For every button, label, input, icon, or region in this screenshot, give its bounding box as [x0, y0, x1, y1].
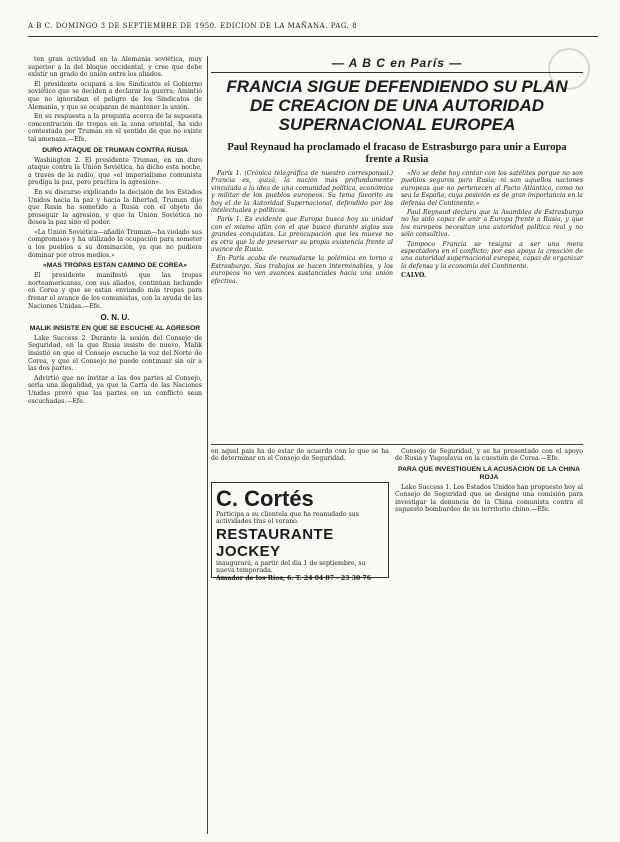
- feature-paragraph: París 1. (Crónica telegráfica de nuestro corresponsal.) Francia es, quizá, la nación más profundamente vinculada a la idea de una comunidad política, económica y militar de los pueblos europeos. Su tema favorito es hoy el de la Autoridad Supernacional, defendido por los intelectuales y políticos.: [211, 170, 393, 215]
- article-paragraph: «La Unión Soviética—añadió Truman—ha violado sus compromisos y ha utilizado la ocupación para someter a los pueblos a su dominación, ya que no pudiera dominar por otros medios.»: [28, 228, 202, 259]
- article-paragraph: En su discurso explicando la decisión de los Estados Unidos hacia la paz y hacia la libertad, Truman dijo que Rusia ha sometido a Rusia con el objeto de proseguir la agresión, y que la Unión Soviética no desea la paz sino el poder.: [28, 188, 202, 227]
- article-paragraph: Washington 2. El presidente Truman, en un duro ataque contra la Unión Soviética, ha dicho esta noche, a través de la radio, que «el imperialismo comunista prediga la paz, pero practica la agresión».: [28, 156, 202, 187]
- intro-paragraph: El presidente ocupará a los Sindicatos el Gobierno soviético que se deciden a declarar la guerra; Amintió que no ignoraban el peligro de los Sindicatos de Alemania, y que se ocuparan de mantener la unión.: [28, 80, 202, 111]
- article-paragraph: Consejo de Seguridad, y se ha presentado con el apoyo de Rusia y Yugoslavia en la cuestión de Corea.—Efe.: [395, 448, 583, 463]
- continuation-text: en aquel país ha de estar de acuerdo con lo que se ha de determinar en el Consejo de Seguridad.: [211, 448, 389, 463]
- article-headline: PARA QUE INVESTIGUEN LA ACUSACION DE LA CHINA ROJA: [397, 465, 580, 481]
- section-divider: [211, 444, 583, 445]
- section-label: O. N. U.: [100, 313, 130, 323]
- feature-article: [211, 56, 583, 438]
- article-paragraph: Advirtió que no invitar a las dos partes al Consejo, sería una ilegalidad, ya que la Carta de las Naciones Unidas prevé que las partes en un conflicto sean escuchadas.—Efe.: [28, 374, 202, 405]
- author-signature: CALVO.: [401, 272, 427, 280]
- ad-address: Amador de los Ríos, 6. T. 24 04 87 - 23 30 76: [216, 574, 372, 582]
- feature-paragraph: «No se debe hoy contar con los satélites porque no son pueblos seguros para Rusia; ni son aquellos naciones europeas que no pertenecen al Pacto Atlántico, como no sea la España, cuya posición es de gran importancia en la defensa del Continente.»: [401, 170, 583, 207]
- feature-column-1: [211, 170, 393, 420]
- feature-paragraph: París 1. Es evidente que Europa busca hoy su unidad con el mismo afán con el que buscó durante siglos sus grandes conquistas. La preocupación que les mueve no es otra que la de preservar su propia existencia frente al avance de Rusia.: [211, 216, 393, 254]
- right-column: [395, 448, 583, 818]
- article-headline: MALIK INSISTE EN QUE SE ESCUCHE AL AGRESOR: [29, 324, 201, 332]
- ad-notice: Participa a su clientela que ha reanudado sus actividades tras el verano.: [216, 511, 359, 526]
- article-headline: «MAS TROPAS ESTAN CAMINO DE COREA»: [42, 262, 187, 270]
- column-divider: [207, 56, 208, 834]
- feature-column-2: [401, 170, 583, 420]
- ad-restaurant: RESTAURANTE JOCKEY: [216, 525, 334, 560]
- article-paragraph: Lake Success 2. Durante la sesión del Consejo de Seguridad, en la que Rusia insiste de nuevo, Malik insistió en que el Consejo escuche la voz del Norte de Corea, y que el Consejo no puede continuar sin oír a las dos partes.: [28, 334, 202, 373]
- ad-notice-2: inaugurará, a partir del día 1 de septiembre, su nueva temporada.: [216, 559, 366, 575]
- feature-paragraph: En París acaba de reanudarse la polémica en torno a Estrasburgo. Sus trabajos se hacen interminables, y los europeos no ven avances sustanciales hacia una unión efectiva.: [211, 255, 393, 285]
- feature-paragraph: Tampoco Francia se resigna a ser una mera espectadora en el conflicto; por eso apoya la creación de una autoridad supernacional europea, capaz de organizar la defensa y la economía del Continente.: [401, 240, 583, 270]
- feature-subhead: Paul Reynaud ha proclamado el fracaso de Estrasburgo para unir a Europa frente a Rusia: [227, 142, 567, 165]
- page-folio: A B C. DOMINGO 3 DE SEPTIEMBRE DE 1950. EDICION DE LA MAÑANA. PAG. 8: [28, 22, 598, 37]
- feature-paragraph: Paul Reynaud declara que la Asamblea de Estrasburgo no ha sido capaz de unir a Europa frente a Rusia, y que los europeos necesitan una autoridad política real y no sólo consultiva.: [401, 209, 583, 239]
- ad-brand: C. Cortés: [216, 486, 314, 511]
- intro-paragraph: ten gran actividad en la Alemania soviética, muy superior a la del bloque occidental, y cree que debe existir un grado de unión entre los aliados.: [28, 56, 202, 79]
- article-paragraph: Lake Success 1. Los Estados Unidos han propuesto hoy al Consejo de Seguridad que se designe una comisión para investigar la denuncia de la China comunista contra el supuesto bombardeo de su territorio chino.—Efe.: [395, 483, 583, 514]
- section-tag: — A B C en París —: [211, 56, 583, 73]
- article-headline: DURO ATAQUE DE TRUMAN CONTRA RUSIA: [42, 146, 188, 154]
- advertisement: [211, 482, 389, 582]
- article-paragraph: El presidente manifestó que las tropas norteamericanas, con sus aliados, continúan luchando en Corea y que se están enviando más tropas para frenar el avance de los comunistas, con la ayuda de las Naciones Unidas.—Efe.: [28, 272, 202, 310]
- left-column: [28, 56, 202, 816]
- feature-headline: FRANCIA SIGUE DEFENDIENDO SU PLAN DE CREACION DE UNA AUTORIDAD SUPERNACIONAL EUROPEA: [226, 77, 568, 134]
- intro-paragraph: En su respuesta a la pregunta acerca de la supuesta concentración de tropas en la zona oriental, ha sido contestada por Truman en el sentido de que no existe tal amenaza.—Efe.: [28, 113, 202, 143]
